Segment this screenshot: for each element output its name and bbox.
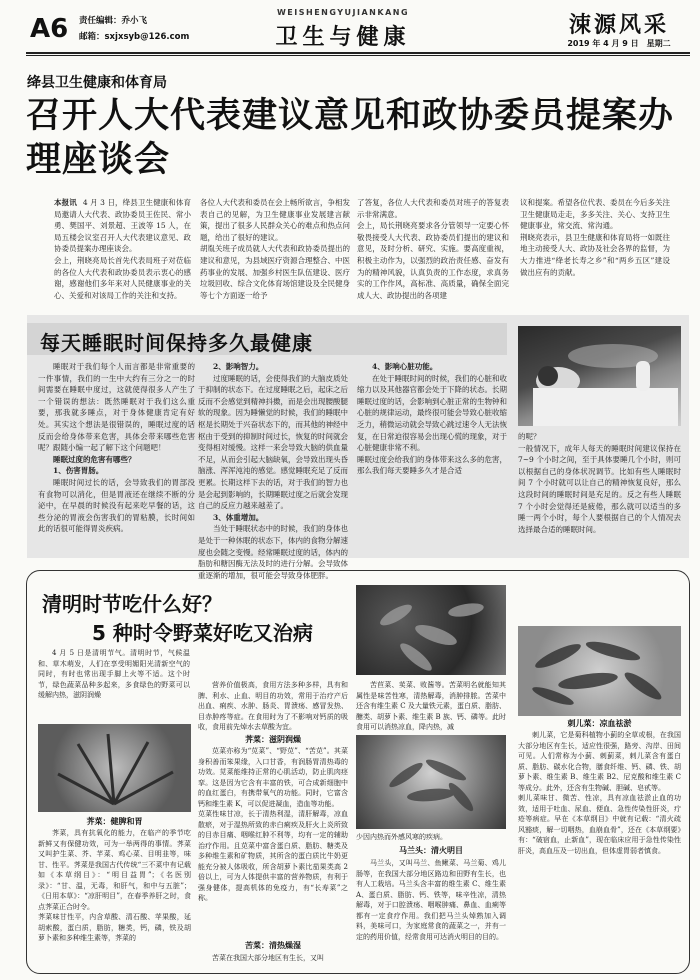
article2-p2: 过度睡眠的话，会使得我们的大脑皮质处于抑制的状态下。在过度睡眠之后，起床之后反而不会感觉到精神抖擞，而是会出现腰酸腿软的现象。因为睡懒觉的时候，我们的睡眠中枢是长期处于兴奋状态下的，而其他的神经中枢由于受到的抑制时间过长，恢复的时间就会变得相对缓慢。这样一来会导致大脑的供血量不足，从而会引起大脑缺氧，会导致出现头昏脑涨、浑浑沌沌的感觉。感觉睡眠充足了反而更累。长期这样下去的话，对于我们的智力也是会起到影响的，长期睡眠过度之后就会发现自己的反应力越来越差了。: [198, 373, 348, 511]
article2-title: 每天睡眠时间保持多久最健康: [40, 331, 313, 355]
heading-peng: 荠菜：滋阴润燥: [245, 734, 301, 744]
article2-col-1: [38, 361, 195, 555]
heading-malantou: 马兰头：清火明目: [399, 845, 463, 855]
page-number: A6: [30, 14, 69, 44]
article2-h1: 1、伤害胃肠。: [53, 466, 104, 476]
article1-byline: 本报讯: [54, 198, 77, 207]
article1-col-3: 了答复，各位人大代表和委员对班子的答复表示非常满意。 会上，局长荆晓亮要求各分管领导一定要心怀敬畏接受人大代表、政协委员们提出的建议和意见，及时分析、研究、实施。要高度重视，积极主动作为，以强烈的政治责任感、奋发有为的精神风貌，认真负责的工作态度，求真务实的工作作风，高标准、高质量，确保全面完成人大、政协提出的各项建: [357, 198, 509, 300]
jicai-photo: [356, 585, 506, 675]
article3-col-2: 营养价值极高，食用方法多种多样，具有和脾、利水、止血、明目的功效，常用于治疗产后出血、痢疾、水肿、肠炎、胃溃疡、感冒发热、目赤肿疼等症。在食用时为了不影响对钙质的吸收，食用前先焯水去草酸为宜。: [198, 681, 348, 731]
article2-col-3: [357, 361, 507, 555]
heading-cier: 刺儿菜：凉血祛淤: [567, 718, 632, 728]
article1-col-1: [54, 197, 191, 315]
article2-intro: 睡眠对于我们每个人而言都是非常重要的一件事情，我们的一生中大约有三分之一的时间需要在睡眠中度过，这就使得很多人产生了一个错误的想法：既然睡眠对于我们这么重要，那我就多睡点，对于身体健康肯定有好处。其实这个想法是很错误的，睡眠过度的话反而会给身体带来危害，具体会带来哪些危害呢？跟随小编一起了解下这个问题吧！: [38, 362, 195, 453]
cier-photo: [518, 626, 681, 716]
malantou-photo: [356, 735, 506, 829]
article3-col-3: 苦苣菜、荬菜、败酱等。苦菜明名就能知其属性是味苦性寒，清热解毒，消肿排脓。苦菜中还含有维生素 C 及大量铁元素，蛋白质、脂肪、醣类、胡萝卜素、维生素 B 族、钙、磷等。此时食用可以消热凉血，降内热，减: [356, 681, 506, 731]
article2-h3: 3、体重增加。: [213, 512, 264, 522]
issue-date: 2019 年 4 月 9 日 星期二: [567, 39, 671, 48]
article2-danger-heading: 睡眠过度的危害有哪些？: [53, 454, 136, 464]
article3-title-line2: 5 种时令野菜好吃又治病: [92, 621, 313, 645]
article2-p1: 睡眠时间过长的话，会导致我们的胃部没有食物可以消化，但是胃液还在继续不断的分泌中，在早晨的时候没有起来吃早餐的话，这些分泌的胃液会伤害我们的胃粘膜，长时间如此的话很可能得胃炎疾病。: [38, 477, 195, 534]
article1-col-4: 议和提案。希望各位代表、委员在今后多关注卫生健康局走走，多多关注、关心、支持卫生健康事业，常交流、常沟通。 荆晓亮表示，县卫生健康和体育局将一如既往地主动接受人大、政协及社会各界的监督，为大力推进“绛老长寿之乡”和“两乡五区”建设做出应有的贡献。: [520, 198, 670, 277]
article1-kicker: 绛县卫生健康和体育局: [27, 75, 167, 91]
article3-title-line1: 清明时节吃什么好？: [42, 592, 222, 616]
article1-title: 召开人大代表建议意见和政协委员提案办理座谈会: [26, 96, 675, 180]
article2-p4: 在处于睡眠时间的时候，我们的心脏和收缩力以及其他器官都会处于下降的状态。长期睡眠过度的话，会影响到心脏正常的生物钟和心脏的规律运动，最终很可能会导致心脏收缩乏力，稍微运动就会导致心跳过速令人无法恢复，在日常迫很容易会出现心慌的现象，对于心脏健康非常不利。 睡眠过度会给我们的身体带来这么多的危害，那么我们每天要睡多久才是合适: [357, 373, 507, 476]
heading-ku: 苦菜：清热燥湿: [245, 940, 301, 950]
article2-h4: 4、影响心脏功能。: [372, 362, 438, 371]
qicai-plant-illustration: [38, 724, 191, 812]
caption-malantou: 少因内热而外感风寒的疾病。: [356, 833, 447, 841]
article3-col-1b: 荠菜，具有抗氧化的能力，在临产的季节吃新鲜又有保健功效，可为一举两得的事情。荠菜又叫护生菜、芥、芊菜、鸡心菜、目明韭等，味甘、性平。荠菜是我国古代传统“三不菜中有记载如《本草纲目》：“明目益胃”；《名医别录》：“甘、温，无毒，和肝气，和中与五脏”；《日用本草》：“凉肝明目”，在春季养肝之时，食点荠菜正合时令。 荠菜味甘性平，内含草酸、清石酸、苹果酸，延胡索酸，蛋白质，脂肪，糖类，钙，磷，铁及胡萝卜素和多种维生素等，荠菜的: [38, 829, 191, 942]
section-title: 卫生与健康: [275, 24, 411, 50]
page-header: [0, 0, 700, 56]
article1-col-2: 各位人大代表和委员在会上畅所欲言，争相发表自己的见解，为卫生健康事业发展建言献策，提出了很多人民群众关心的难点和热点问题，给出了很好的建议。 胡胤关班子成员就人大代表和政协委员提出的建议和意见，为县域医疗资源合理整合、中医药事业的发展、加强乡村医生队伍建设、医疗垃圾回收、综合文化体育场馆建设及全民健身等七个方面逐一给予: [200, 198, 350, 300]
paper-name: 涑源风采: [568, 12, 669, 38]
article3-col-2c: 苦菜在我国大部分地区有生长，又叫: [212, 954, 324, 962]
page-email: 邮箱：sxjxsyb@126.com: [79, 32, 190, 42]
article2-col-4: 的呢？ 一般情况下，成年人每天的睡眠时间建议保持在 7~9 个小时之间，至于具体要睡几个小时，则可以根据自己的身体状况调节。比如有些人睡眠时间 7 个小时就可以让自己的精神恢复良好，那么这段时间的睡眠时间是充足的。反之有些人睡眠 7 个小时会觉得还是疲倦，那么就可以适当的多睡一两个小时，每个人要根据自己的个人情况去选择最合适的睡眠时间。: [518, 432, 681, 534]
article3-intro: 4 月 5 日是清明节气。清明时节，气候温和、草木萌发，人们在享受明媚阳光清新空气的同时，有时也常出现手脚上火等不适。这个时节，绿色蔬菜品种多起来，多食绿色的野菜可以缓解内热，滋阴润燥: [38, 649, 190, 699]
article2-h2: 2、影响智力。: [213, 362, 264, 371]
page-editor: 责任编辑：乔小飞: [79, 16, 148, 26]
header-rule: [26, 52, 690, 54]
sleep-photo: [518, 326, 681, 426]
heading-jicai: 荠菜：健脾和胃: [86, 816, 143, 826]
article3-col-3b: 马兰头，又叫马兰、鱼鳅菜、马兰菊、鸡儿肠等，在我国大部分地区路边和田野有生长，也有人工栽培。马兰头含丰富的维生素 C、维生素 A、蛋白质、脂肪、钙、铁等，味辛性凉，清热解毒，对于口腔溃疡、咽喉肿痛、鼻血、血痢等都有一定食疗作用。我们把马兰头焯熟加入调料，美味可口，为家庭常食的蔬菜之一，并有一定的药用价值，经常食用可达消火明目的目的。: [356, 859, 506, 941]
cier-leaves-illustration: [518, 626, 681, 716]
malantou-greens-illustration: [356, 735, 506, 829]
article3-col-4: 刺儿菜，它是菊科植物小蓟的全草或根，在我国大部分地区有生长，适应性很强，路旁、沟岸、田间可见。人们常称为小蓟、刺蓟菜，刺儿菜含有蛋白质、脂肪、碳水化合物，膳食纤维、钙、磷、铁、胡萝卜素、维生素 B、维生素 B2、尼克酸和维生素 C 等成分。此外，还含有生物碱、胆碱、皂甙等。 刺儿菜味甘、微苦、性凉，具有凉血祛淤止血的功效，适用于吐血、尿血、便血、急性传染性肝炎，疔疮等病症。早在《本草纲目》中就有记载：“清火疏风豁痰，解一切咽热，血崩血骨”，还在《本草纲要》有：“破宿血，止新血”，现在临床应用于急性传染性肝炎，高血压及一切出血，但体虚胃弱者慎食。: [518, 731, 681, 855]
qicai-photo: [38, 724, 191, 812]
sleeping-woman-illustration: [518, 326, 681, 426]
article2-col-2: [198, 361, 348, 580]
jicai-leaves-illustration: [356, 585, 506, 675]
article1-col1-text: 4 月 3 日，绛县卫生健康和体育局邀请人大代表、政协委员王佐民、常小勇、樊国平、刘景超、王波等 15 人，在局五楼会议室召开人大代表建议意见、政协委员提案办理座谈会。 会上，荆晓亮局长首先代表局班子对莅临的各位人大代表和政协委员表示衷心的感谢，感谢他们多年来对人民健康事业的关心、关爱和对该局工作的关注和支持。: [54, 198, 192, 300]
article3-col-2b: 苋菜亦称为“苋菜”、“野苋”、“苦苋”。其菜身积善而笨果缘，入口甘香，有润肠胃清热毒的功效。苋菜能维持正常的心肌活动，防止肌肉痉挛。这是因为它含有丰富的铁，可合成新细胞中的血红蛋白，有携带氧气的功能。同时，它富含钙和维生素 K，可以促进凝血，造血等功能。 苋菜性味甘凉，长于清热利湿，清肝解毒，凉血散瘀，对于湿热所致的赤白痢疾及肝火上炎所致的目赤目痛、咽喉红肿不利等，均有一定的辅助治疗作用。且苋菜中富含蛋白质、脂肪、糖类及多种维生素和矿物质，其所含的蛋白质比牛奶更能充分被人体吸收，所含胡萝卜素比茄果类高 2 倍以上，可为人体提供丰富的营养物质，有利于强身健体，提高机体的免疫力，有“长寿菜”之称。: [198, 747, 348, 902]
article2-p3: 当处于睡眠状态中的时候，我们的身体也是处于一种休眠的状态下，体内的食物分解速度也会随之变慢。经常睡眠过度的话，体内的脂肪和糖因酶无法及时的进行分解。会导致体重逐渐的增加，很可能会导致身体肥胖。: [198, 524, 348, 580]
section-pinyin: WEISHENGYUJIANKANG: [276, 8, 410, 17]
header-rule-thin: [26, 55, 690, 56]
